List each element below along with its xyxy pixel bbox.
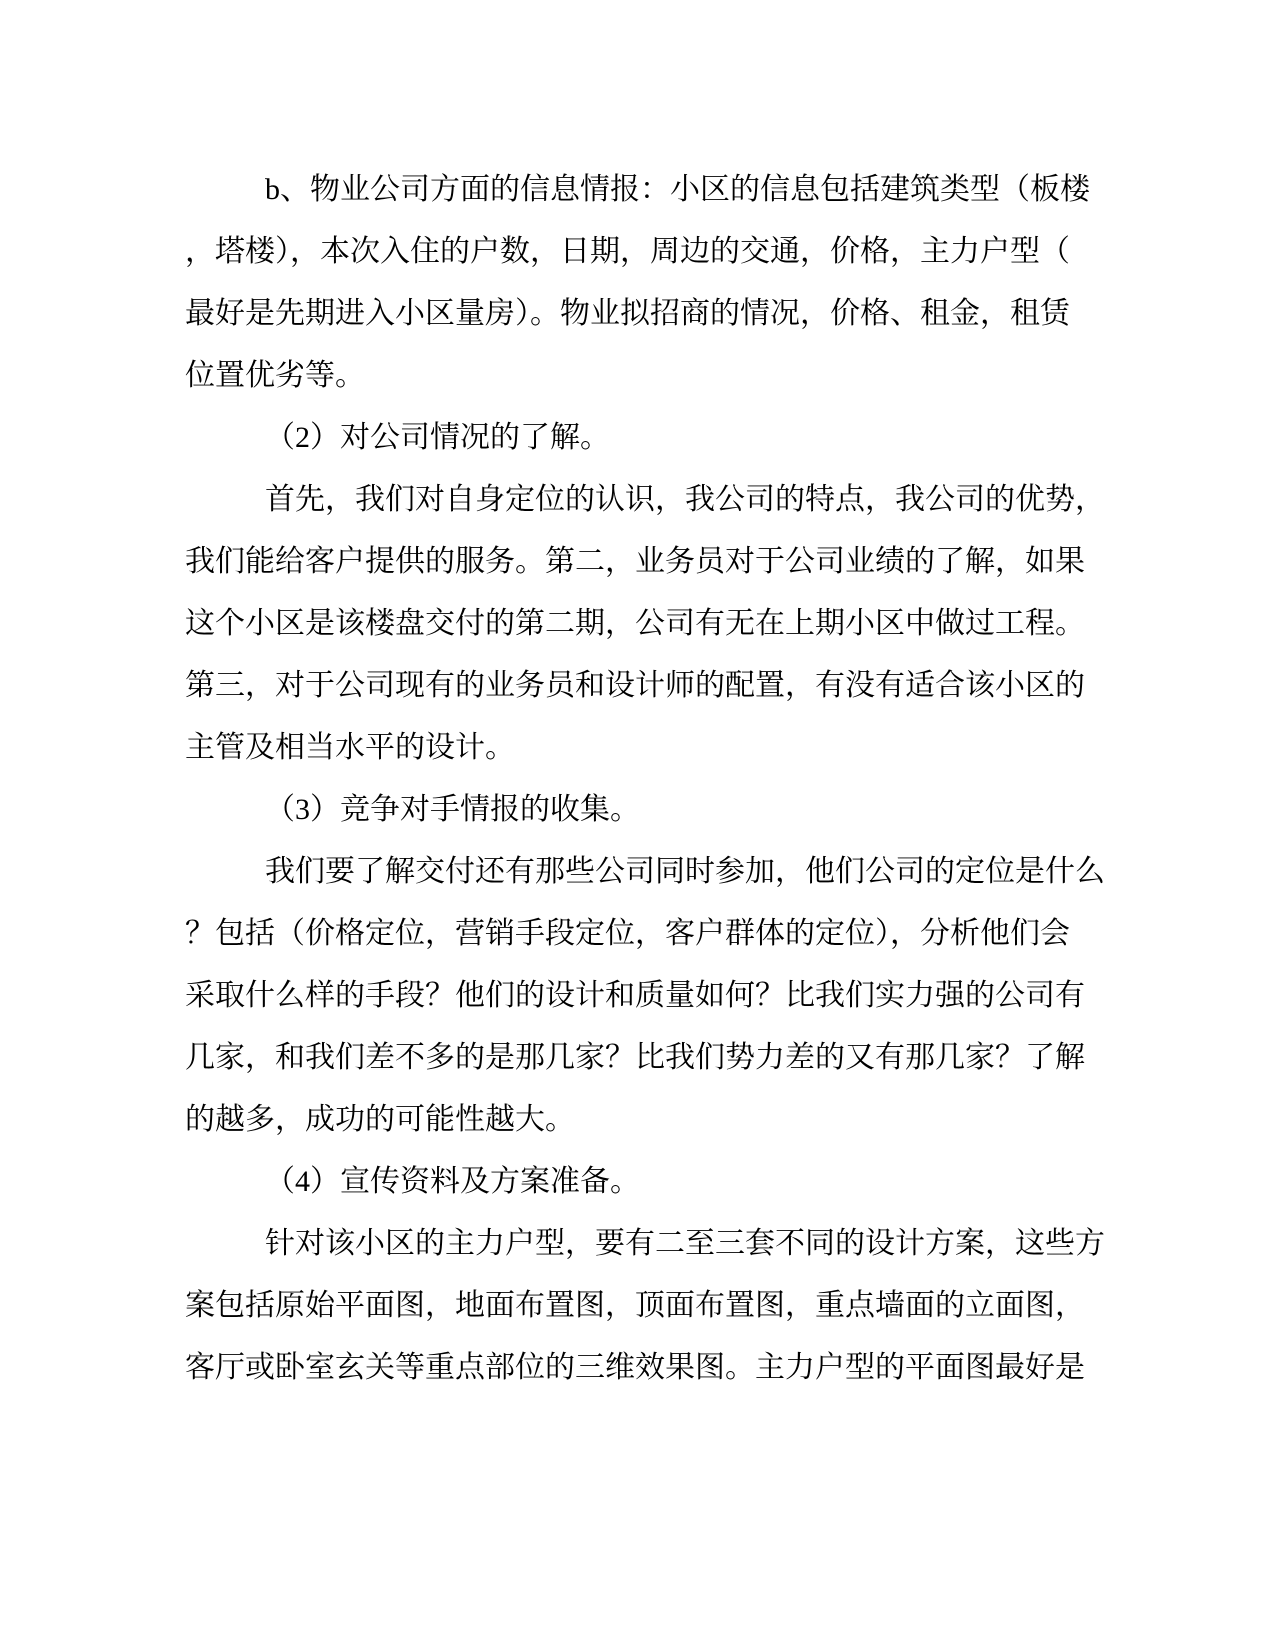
paragraph — [185, 1151, 1070, 1213]
text-line: （3）竞争对手情报的收集。 — [265, 793, 640, 826]
paragraph — [185, 469, 1105, 779]
text-line: ？包括（价格定位，营销手段定位，客户群体的定位），分析他们会 — [185, 917, 1070, 950]
text-line: 采取什么样的手段？他们的设计和质量如何？比我们实力强的公司有 — [185, 979, 1085, 1012]
text-line: 我们能给客户提供的服务。第二，业务员对于公司业绩的了解，如果 — [185, 545, 1085, 578]
text-line: 的越多，成功的可能性越大。 — [185, 1103, 575, 1136]
text-line: 客厅或卧室玄关等重点部位的三维效果图。主力户型的平面图最好是 — [185, 1351, 1085, 1384]
text-line: 位置优劣等。 — [185, 359, 365, 392]
text-line: ，塔楼），本次入住的户数，日期，周边的交通，价格，主力户型（ — [185, 235, 1070, 268]
text-line: 案包括原始平面图，地面布置图，顶面布置图，重点墙面的立面图， — [185, 1289, 1085, 1322]
text-line: 最好是先期进入小区量房）。物业拟招商的情况，价格、租金，租赁 — [185, 297, 1070, 330]
text-line: 这个小区是该楼盘交付的第二期，公司有无在上期小区中做过工程。 — [185, 607, 1085, 640]
paragraph — [185, 841, 1105, 1151]
text-line: （4）宣传资料及方案准备。 — [265, 1165, 640, 1198]
text-line: 几家，和我们差不多的是那几家？比我们势力差的又有那几家？了解 — [185, 1041, 1085, 1074]
text-line: 针对该小区的主力户型，要有二至三套不同的设计方案，这些方 — [265, 1227, 1105, 1260]
text-line: （2）对公司情况的了解。 — [265, 421, 610, 454]
paragraph — [185, 159, 1090, 407]
paragraph — [185, 779, 1070, 841]
text-block — [185, 159, 1105, 1399]
text-line: 主管及相当水平的设计。 — [185, 731, 515, 764]
paragraph — [185, 407, 1070, 469]
text-line: 首先，我们对自身定位的认识，我公司的特点，我公司的优势， — [265, 483, 1105, 516]
text-line: b、物业公司方面的信息情报：小区的信息包括建筑类型（板楼 — [265, 173, 1090, 206]
text-line: 我们要了解交付还有那些公司同时参加，他们公司的定位是什么 — [265, 855, 1105, 888]
text-line: 第三，对于公司现有的业务员和设计师的配置，有没有适合该小区的 — [185, 669, 1085, 702]
paragraph — [185, 1213, 1105, 1399]
